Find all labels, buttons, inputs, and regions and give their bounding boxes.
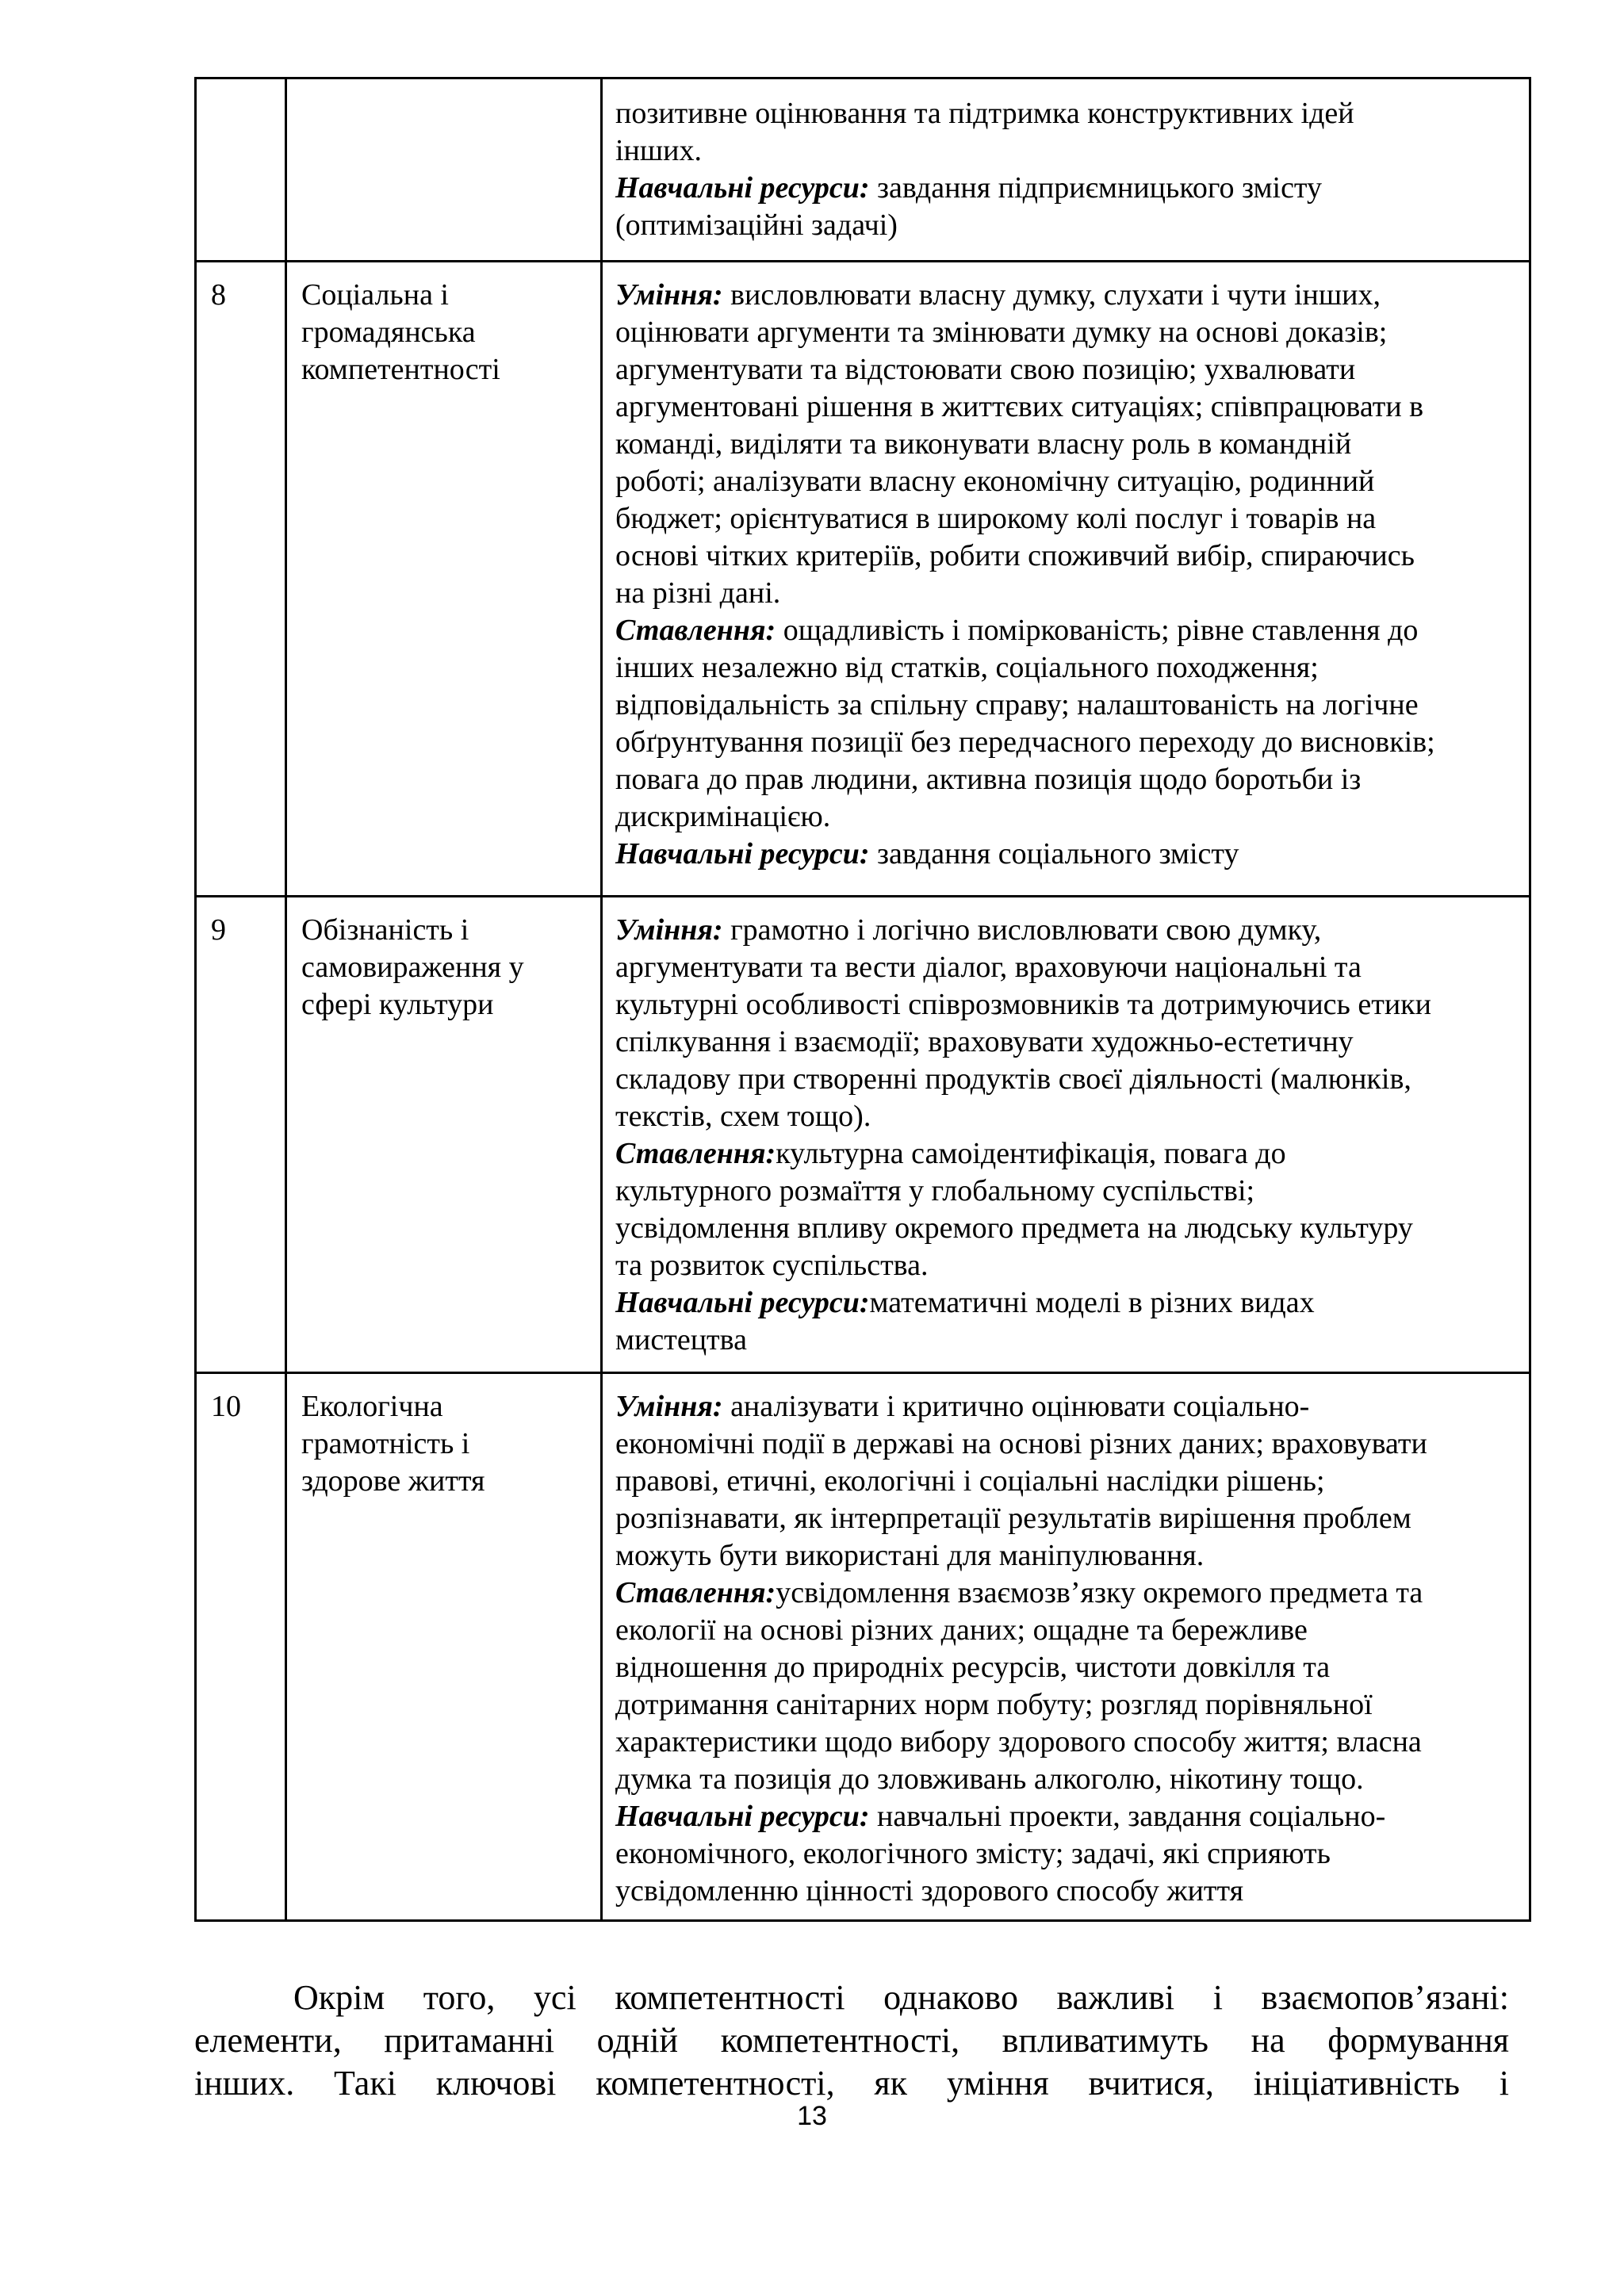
description-line bbox=[615, 1575, 1521, 1612]
description-line bbox=[615, 463, 1521, 500]
description-line bbox=[615, 1724, 1521, 1761]
line-text: правові, етичні, екологічні і соціальні наслідки рішень; bbox=[615, 1464, 1325, 1498]
description-line bbox=[615, 1247, 1521, 1284]
competency-name-cell bbox=[286, 78, 602, 262]
description-line bbox=[615, 132, 1521, 170]
table-row bbox=[196, 1373, 1530, 1921]
row-number-cell bbox=[196, 78, 286, 262]
table-row bbox=[196, 78, 1530, 262]
line-text: екології на основі різних даних; ощадне та бережливе bbox=[615, 1613, 1308, 1647]
line-text: аргументовані рішення в життєвих ситуаціях; співпрацювати в bbox=[615, 390, 1424, 423]
line-text: усвідомлення впливу окремого предмета на людську культуру bbox=[615, 1211, 1413, 1245]
competency-name-line: Соціальна і bbox=[301, 278, 449, 312]
line-text: економічного, екологічного змісту; задачі, які сприяють bbox=[615, 1837, 1331, 1870]
description-line bbox=[615, 1612, 1521, 1649]
line-text: грамотно і логічно висловлювати свою думку, bbox=[722, 913, 1322, 947]
description-line bbox=[615, 170, 1521, 207]
description-line bbox=[615, 1284, 1521, 1322]
competency-name-cell bbox=[286, 897, 602, 1373]
competency-name-line: самовираження у bbox=[301, 951, 524, 984]
description-line bbox=[615, 538, 1521, 575]
line-text: культурного розмаїття у глобальному суспільстві; bbox=[615, 1174, 1255, 1207]
description-line bbox=[615, 1024, 1521, 1061]
description-line bbox=[615, 761, 1521, 798]
line-text: мистецтва bbox=[615, 1323, 747, 1357]
competency-description-cell bbox=[602, 78, 1530, 262]
description-line bbox=[615, 1798, 1521, 1835]
line-text: та розвиток суспільства. bbox=[615, 1249, 929, 1282]
competency-name-line: грамотність і bbox=[301, 1427, 470, 1460]
description-line bbox=[615, 1322, 1521, 1359]
line-text: дотримання санітарних норм побуту; розгляд порівняльної bbox=[615, 1688, 1373, 1721]
description-line bbox=[615, 1463, 1521, 1500]
description-line bbox=[615, 1649, 1521, 1686]
line-text: дискримінацією. bbox=[615, 800, 831, 833]
body-paragraph-line: інших. Такі ключові компетентності, як уміння вчитися, ініціативність і bbox=[194, 2064, 1509, 2103]
competency-name-line: сфері культури bbox=[301, 988, 494, 1021]
line-text: завдання соціального змісту bbox=[869, 837, 1239, 871]
body-paragraph-line: елементи, притаманні одній компетентності, впливатимуть на формування bbox=[194, 2021, 1509, 2060]
description-line bbox=[615, 798, 1521, 836]
line-text: думка та позиція до зловживань алкоголю, нікотину тощо. bbox=[615, 1762, 1364, 1796]
description-line bbox=[615, 351, 1521, 388]
competency-description-cell bbox=[602, 897, 1530, 1373]
description-line bbox=[615, 724, 1521, 761]
page-number: 13 bbox=[797, 2101, 827, 2131]
line-text: бюджет; орієнтуватися в широкому колі послуг і товарів на bbox=[615, 502, 1377, 535]
description-line bbox=[615, 1873, 1521, 1910]
description-line bbox=[615, 912, 1521, 949]
line-text: (оптимізаційні задачі) bbox=[615, 209, 898, 242]
line-text: оцінювати аргументи та змінювати думку на основі доказів; bbox=[615, 316, 1388, 349]
line-text: усвідомлення взаємозв’язку окремого предмета та bbox=[776, 1576, 1423, 1609]
line-label: Уміння: bbox=[615, 1390, 723, 1423]
description-line bbox=[615, 1761, 1521, 1798]
line-text: аналізувати і критично оцінювати соціально- bbox=[722, 1390, 1310, 1423]
line-text: культурна самоідентифікація, повага до bbox=[776, 1137, 1286, 1170]
description-line bbox=[615, 207, 1521, 244]
line-text: аргументувати та відстоювати свою позицію; ухвалювати bbox=[615, 353, 1356, 386]
line-text: роботі; аналізувати власну економічну ситуацію, родинний bbox=[615, 465, 1375, 498]
competency-name-cell bbox=[286, 1373, 602, 1921]
line-text: текстів, схем тощо). bbox=[615, 1100, 871, 1133]
line-text: економічні події в державі на основі різних даних; враховувати bbox=[615, 1427, 1427, 1460]
line-text: висловлювати власну думку, слухати і чути інших, bbox=[722, 278, 1381, 312]
line-text: навчальні проекти, завдання соціально- bbox=[869, 1800, 1386, 1833]
line-text: відношення до природніх ресурсів, чистоти довкілля та bbox=[615, 1651, 1331, 1684]
competency-name-line: здорове життя bbox=[301, 1464, 485, 1498]
description-line bbox=[615, 649, 1521, 687]
row-number-cell: 10 bbox=[196, 1373, 286, 1921]
line-label: Навчальні ресурси: bbox=[615, 1800, 870, 1833]
description-line bbox=[615, 388, 1521, 426]
competency-name-cell bbox=[286, 262, 602, 897]
description-line bbox=[615, 1135, 1521, 1173]
description-line bbox=[615, 1098, 1521, 1135]
line-label: Уміння: bbox=[615, 278, 723, 312]
line-label: Уміння: bbox=[615, 913, 723, 947]
description-line bbox=[615, 949, 1521, 986]
line-text: на різні дані. bbox=[615, 576, 781, 610]
body-paragraph-line: Окрім того, усі компетентності однаково важливі і взаємопов’язані: bbox=[293, 1978, 1509, 2017]
description-line bbox=[615, 1210, 1521, 1247]
description-line bbox=[615, 1686, 1521, 1724]
line-label: Ставлення: bbox=[615, 614, 776, 647]
line-label: Ставлення: bbox=[615, 1576, 776, 1609]
description-line bbox=[615, 1500, 1521, 1537]
line-text: відповідальність за спільну справу; налаштованість на логічне bbox=[615, 688, 1419, 721]
competency-name-line: Обізнаність і bbox=[301, 913, 469, 947]
row-number-cell: 8 bbox=[196, 262, 286, 897]
competencies-table bbox=[194, 77, 1531, 1922]
line-text: розпізнавати, як інтерпретації результатів вирішення проблем bbox=[615, 1502, 1411, 1535]
description-line bbox=[615, 1835, 1521, 1873]
line-label: Навчальні ресурси: bbox=[615, 171, 870, 205]
description-line bbox=[615, 986, 1521, 1024]
competency-name-line: Екологічна bbox=[301, 1390, 443, 1423]
line-text: культурні особливості співрозмовників та дотримуючись етики bbox=[615, 988, 1431, 1021]
description-line bbox=[615, 836, 1521, 873]
line-text: обґрунтування позиції без передчасного переходу до висновків; bbox=[615, 725, 1435, 759]
line-text: команді, виділяти та виконувати власну роль в командній bbox=[615, 427, 1352, 461]
description-line bbox=[615, 500, 1521, 538]
description-line bbox=[615, 95, 1521, 132]
line-text: ощадливість і поміркованість; рівне ставлення до bbox=[776, 614, 1419, 647]
description-line bbox=[615, 575, 1521, 612]
description-line bbox=[615, 1173, 1521, 1210]
line-text: завдання підприємницького змісту bbox=[869, 171, 1323, 205]
description-line bbox=[615, 1388, 1521, 1425]
competency-description-cell bbox=[602, 1373, 1530, 1921]
line-label: Ставлення: bbox=[615, 1137, 776, 1170]
line-text: інших. bbox=[615, 134, 702, 167]
row-number-cell: 9 bbox=[196, 897, 286, 1373]
line-text: можуть бути використані для маніпулювання. bbox=[615, 1539, 1205, 1572]
description-line bbox=[615, 314, 1521, 351]
line-text: основі чітких критеріїв, робити споживчий вибір, спираючись bbox=[615, 539, 1415, 572]
line-text: усвідомленню цінності здорового способу життя bbox=[615, 1874, 1244, 1908]
description-line bbox=[615, 1425, 1521, 1463]
description-line bbox=[615, 426, 1521, 463]
competency-name-line: компетентності bbox=[301, 353, 500, 386]
description-line bbox=[615, 612, 1521, 649]
line-text: позитивне оцінювання та підтримка конструктивних ідей bbox=[615, 97, 1354, 130]
competency-name-line: громадянська bbox=[301, 316, 476, 349]
description-line bbox=[615, 1061, 1521, 1098]
line-text: характеристики щодо вибору здорового способу життя; власна bbox=[615, 1725, 1422, 1758]
competency-description-cell bbox=[602, 262, 1530, 897]
line-text: повага до прав людини, активна позиція щодо боротьби із bbox=[615, 763, 1362, 796]
table-row bbox=[196, 897, 1530, 1373]
description-line bbox=[615, 687, 1521, 724]
description-line bbox=[615, 1537, 1521, 1575]
line-label: Навчальні ресурси: bbox=[615, 837, 870, 871]
line-text: спілкування і взаємодії; враховувати художньо-естетичну bbox=[615, 1025, 1354, 1058]
line-label: Навчальні ресурси: bbox=[615, 1286, 870, 1319]
table-row bbox=[196, 262, 1530, 897]
description-line bbox=[615, 277, 1521, 314]
line-text: інших незалежно від статків, соціального походження; bbox=[615, 651, 1319, 684]
line-text: складову при створенні продуктів своєї діяльності (малюнків, bbox=[615, 1062, 1411, 1096]
line-text: математичні моделі в різних видах bbox=[869, 1286, 1315, 1319]
line-text: аргументувати та вести діалог, враховуючи національні та bbox=[615, 951, 1362, 984]
